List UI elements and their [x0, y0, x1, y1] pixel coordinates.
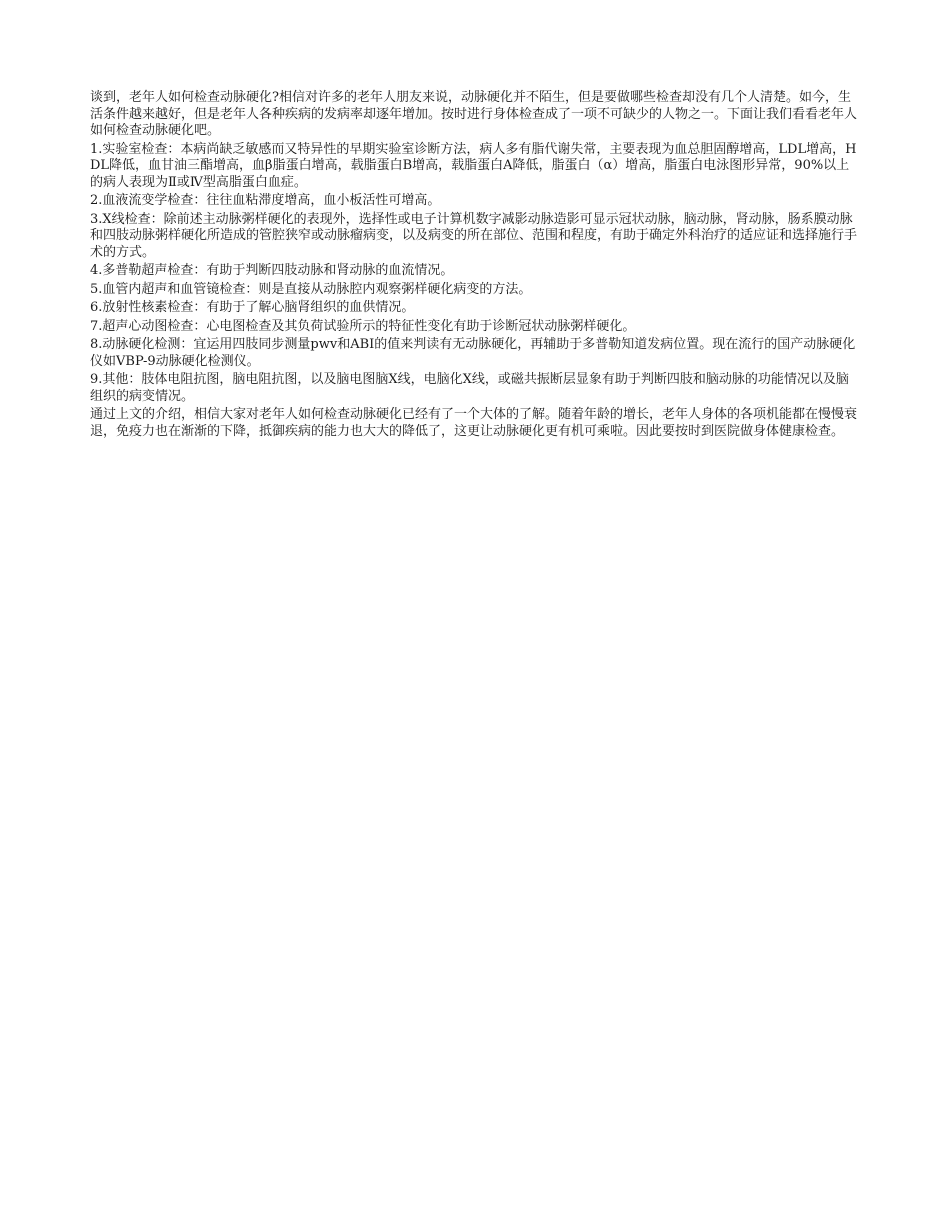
conclusion-paragraph: 通过上文的介绍，相信大家对老年人如何检查动脉硬化已经有了一个大体的了解。随着年龄的增长，老年人身体的各项机能都在慢慢衰退，免疫力也在渐渐的下降，抵御疾病的能力也大大的降低了，这更让动脉硬化更有机可乘啦。因此要按时到医院做身体健康检查。 — [90, 407, 858, 439]
document-body — [90, 90, 860, 442]
item-radionuclide: 6.放射性核素检查：有助于了解心脑肾组织的血供情况。 — [90, 300, 415, 315]
item-lab-test: 1.实验室检查：本病尚缺乏敏感而又特异性的早期实验室诊断方法，病人多有脂代谢失常，主要表现为血总胆固醇增高，LDL增高，HDL降低，血甘油三酯增高，血β脂蛋白增高，载脂蛋白B增高，载脂蛋白A降低，脂蛋白（α）增高，脂蛋白电泳图形异常，90%以上的病人表现为Ⅱ或Ⅳ型高脂蛋白血症。 — [90, 141, 857, 190]
item-xray: 3.X线检查：除前述主动脉粥样硬化的表现外，选择性或电子计算机数字减影动脉造影可显示冠状动脉，脑动脉，肾动脉，肠系膜动脉和四肢动脉粥样硬化所造成的管腔狭窄或动脉瘤病变，以及病变的所在部位、范围和程度，有助于确定外科治疗的适应证和选择施行手术的方式。 — [90, 211, 858, 260]
intro-paragraph: 谈到，老年人如何检查动脉硬化?相信对许多的老年人朋友来说，动脉硬化并不陌生，但是要做哪些检查却没有几个人清楚。如今，生活条件越来越好，但是老年人各种疾病的发病率却逐年增加。按时进行身体检查成了一项不可缺少的人物之一。下面让我们看看老年人如何检查动脉硬化吧。 — [90, 90, 858, 138]
item-arteriosclerosis-detection: 8.动脉硬化检测：宜运用四肢同步测量pwv和ABI的值来判读有无动脉硬化，再辅助于多普勒知道发病位置。现在流行的国产动脉硬化仪如VBP-9动脉硬化检测仪。 — [90, 337, 856, 369]
item-other: 9.其他：肢体电阻抗图，脑电阻抗图，以及脑电图脑X线，电脑化X线，或磁共振断层显象有助于判断四肢和脑动脉的功能情况以及脑组织的病变情况。 — [90, 372, 849, 404]
item-intravascular-ultrasound: 5.血管内超声和血管镜检查：则是直接从动脉腔内观察粥样硬化病变的方法。 — [90, 281, 532, 297]
item-hemorheology: 2.血液流变学检查：往往血粘滞度增高，血小板活性可增高。 — [90, 193, 441, 208]
item-doppler: 4.多普勒超声检查：有助于判断四肢动脉和肾动脉的血流情况。 — [90, 263, 454, 278]
item-echocardiography: 7.超声心动图检查：心电图检查及其负荷试验所示的特征性变化有助于诊断冠状动脉粥样硬化。 — [90, 318, 636, 334]
